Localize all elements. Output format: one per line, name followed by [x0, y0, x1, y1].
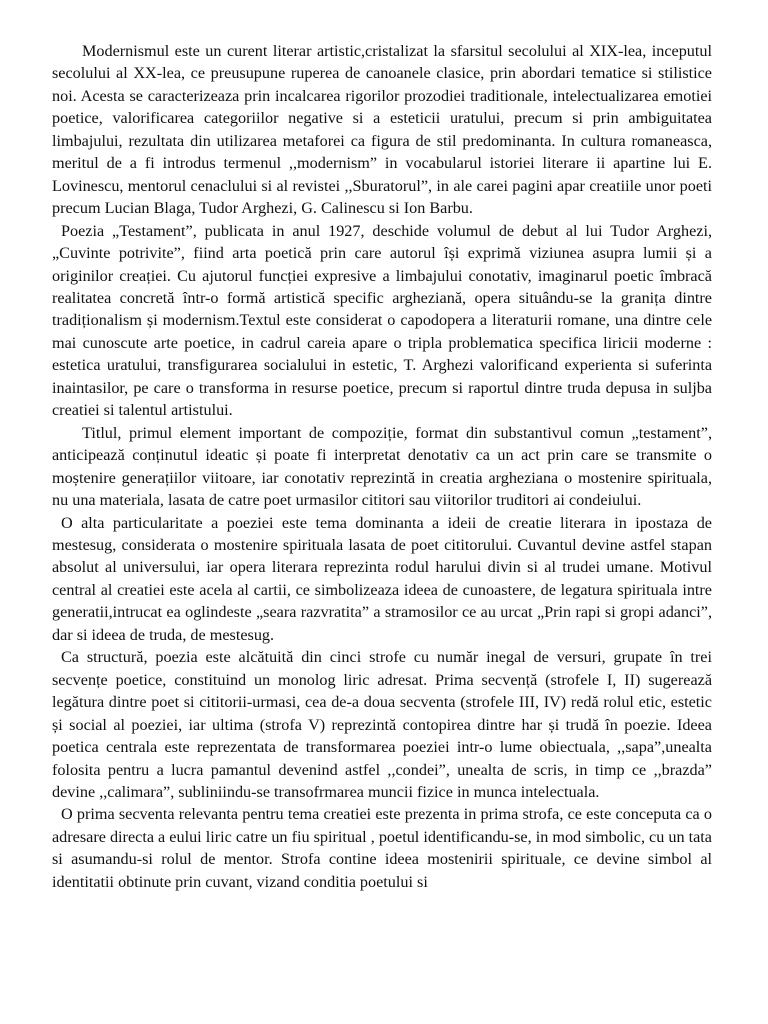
- paragraph-first-sequence: O prima secventa relevanta pentru tema creatiei este prezenta in prima strofa, ce este conceputa ca o adresare directa a eului liric catre un fiu spiritual , poetul identificandu-se, in mod simbolic, cu un tata si asumandu-si rolul de mentor. Strofa contine ideea mostenirii spirituale, ce devine simbol al identitatii obtinute prin cuvant, vizand conditia poetului si: [52, 805, 712, 891]
- paragraph-title-analysis: Titlul, primul element important de compoziție, format din substantivul comun „testament”, anticipează conținutul ideatic și poate fi interpretat denotativ ca un act prin care se transmite o moștenire generațiilor viitoare, iar conotativ reprezintă in creatia argheziana o mostenire spirituala, nu una materiala, lasata de catre poet urmasilor cititori sau viitorilor truditori ai condeiului.: [52, 423, 712, 510]
- paragraph-modernism-intro: Modernismul este un curent literar artistic,cristalizat la sfarsitul secolului al XIX-lea, inceputul secolului al XX-lea, ce preusupune ruperea de canoanele clasice, prin abordari tematice si stilistice noi. Acesta se caracterizeaza prin incalcarea rigorilor prozodiei traditionale, intelectualizarea emotiei poetice, valorificarea categoriilor negative si a esteticii uratului, precum si prin ambiguitatea limbajului, rezultata din utilizarea metaforei ca figura de stil predominanta. In cultura romaneasca, meritul de a fi introdus termenul ,,modernism” in vocabularul istoriei literare ii apartine lui E. Lovinescu, mentorul cenaclului si al revistei ,,Sburatorul”, in ale carei pagini apar creatiile unor poeti precum Lucian Blaga, Tudor Arghezi, G. Calinescu si Ion Barbu.: [52, 42, 712, 218]
- paragraph-theme: O alta particularitate a poeziei este tema dominanta a ideii de creatie literara in ipostaza de mestesug, considerata o mostenire spirituala lasata de poet cititorului. Cuvantul devine astfel stapan absolut al universului, iar opera literara reprezinta rodul harului divin si al trudei umane. Motivul central al creatiei este acela al cartii, ce simbolizeaza ideea de cunoastere, de legatura spirituala intre generatii,intrucat ea oglindeste „seara razvratita” a stramosilor ce au urcat „Prin rapi si gropi adanci”, dar si ideea de truda, de mestesug.: [52, 513, 712, 644]
- paragraph-testament-context: Poezia „Testament”, publicata in anul 1927, deschide volumul de debut al lui Tudor Arghezi, „Cuvinte potrivite”, fiind arta poetică prin care autorul își exprimă viziunea asupra lumii și a originilor creației. Cu ajutorul funcției expresive a limbajului conotativ, imaginarul poetic îmbracă realitatea concretă într-o formă artistică specific argheziană, opera situându-se la granița dintre tradiționalism și modernism.Textul este considerat o capodopera a literaturii romane, una dintre cele mai cunoscute arte poetice, in cadrul careia apare o tripla problematica specifica liricii moderne : estetica uratului, transfigurarea socialului in estetic, T. Arghezi valorificand experienta si suferinta inaintasilor, pe care o transforma in resurse poetice, precum si raportul dintre truda depusa in suljba creatiei si talentul artistului.: [52, 221, 712, 420]
- paragraph-structure: Ca structură, poezia este alcătuită din cinci strofe cu număr inegal de versuri, grupate în trei secvențe poetice, constituind un monolog liric adresat. Prima secvență (strofele I, II) sugerează legătura dintre poet si cititorii-urmasi, cea de-a doua secventa (strofele III, IV) redă rolul etic, estetic și social al poeziei, iar ultima (strofa V) reprezintă contopirea dintre har și trudă în poezie. Ideea poetica centrala este reprezentata de transformarea poeziei intr-o lume obiectuala, ,,sapa”,unealta folosita pentru a lucra pamantul devenind astfel ,,condei”, unealta de scris, in timp ce ,,brazda” devine ,,calimara”, subliniindu-se transofrmarea muncii fizice in munca intelectuala.: [52, 648, 712, 801]
